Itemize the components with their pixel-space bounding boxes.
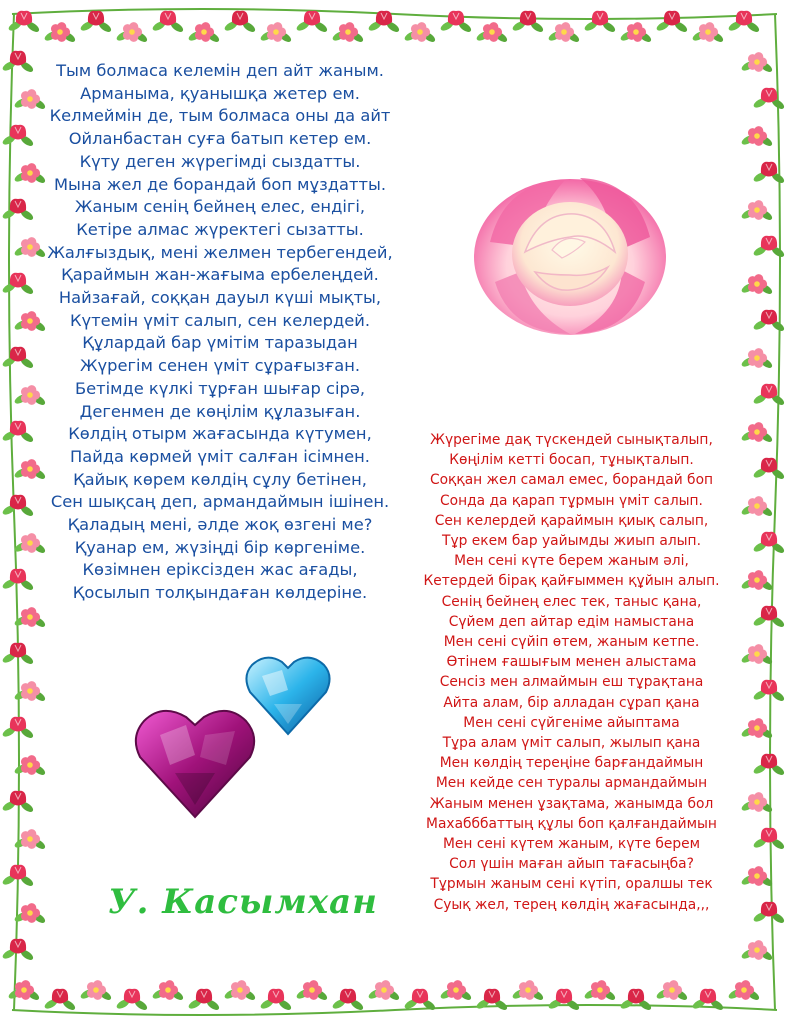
flower-icon (619, 22, 653, 44)
flower-icon (331, 989, 365, 1012)
poem-right-line: Айта алам, бір алладан сұрап қана (443, 694, 700, 711)
poem-right-line: Сенің бейнең елес тек, таныс қана, (441, 593, 702, 610)
flower-icon (295, 11, 329, 34)
poem-right (404, 430, 739, 915)
author-signature: У. Касымхан (108, 882, 378, 922)
flower-icon (403, 22, 437, 44)
flower-icon (740, 866, 774, 888)
flower-icon (1, 939, 35, 962)
poem-left-line: Ойланбастан суға батып кетер ем. (68, 129, 372, 149)
flower-icon (7, 980, 41, 1002)
flower-icon (547, 22, 581, 44)
flower-icon (367, 11, 401, 34)
flower-icon (752, 88, 786, 111)
flower-icon (475, 22, 509, 44)
poem-right-line: Сен келердей қараймын қиық салып, (434, 512, 709, 529)
poem-left-line: Жаным сенің бейнең елес, ендігі, (74, 197, 366, 217)
flower-icon (43, 22, 77, 44)
flower-icon (752, 606, 786, 629)
flower-icon (740, 422, 774, 444)
flower-icon (259, 22, 293, 44)
poem-right-line: Сүйем деп айтар едім намыстана (448, 613, 695, 630)
flower-icon (1, 643, 35, 666)
poem-right-line: Мен сені күте берем жаным әлі, (454, 553, 689, 570)
flower-icon (740, 644, 774, 666)
flower-icon (727, 980, 761, 1002)
poem-left-line: Мына жел де борандай боп мұздатты. (54, 174, 386, 194)
poem-left-line: Қайық көрем көлдің сұлу бетінен, (73, 469, 367, 489)
blue-heart-icon (242, 648, 334, 740)
flower-icon (151, 980, 185, 1002)
flower-icon (752, 384, 786, 407)
flower-icon (13, 755, 47, 777)
flower-icon (655, 11, 689, 34)
poem-left-line: Жүрегім сенен үміт сұрағызған. (79, 356, 361, 376)
flower-icon (79, 11, 113, 34)
flower-icon (752, 162, 786, 185)
flower-icon (13, 829, 47, 851)
poem-right-line: Тұра алам үміт салып, жылып қана (442, 735, 701, 752)
poem-left-line: Құлардай бар үмітім таразыдан (82, 333, 358, 353)
poem-left-line: Пайда көрмей үміт салған ісімнен. (69, 446, 370, 466)
flower-icon (619, 989, 653, 1012)
flower-icon (691, 989, 725, 1012)
flower-icon (13, 681, 47, 703)
poem-left-line: Қосылып толқындаған көлдеріне. (72, 583, 368, 603)
poem-left-line: Келмеймін де, тым болмаса оны да айт (49, 106, 391, 126)
flower-icon (740, 570, 774, 592)
poem-left-line: Қуанар ем, жүзіңді бір көргеніме. (74, 537, 366, 557)
poem-left-line: Найзағай, соққан дауыл күші мықты, (58, 288, 382, 308)
poem-right-line: Жүрегіме дақ түскендей сынықталып, (430, 432, 713, 448)
poem-right-line: Мен сені сүйіп өтем, жаным кетпе. (443, 634, 700, 651)
flower-icon (740, 718, 774, 740)
flower-icon (7, 11, 41, 34)
flower-icon (547, 989, 581, 1012)
flower-icon (740, 792, 774, 814)
poem-left-line: Кетіре алмас жүректегі сызатты. (76, 219, 364, 239)
flower-icon (727, 11, 761, 34)
poem-left (30, 60, 410, 605)
poem-left-line: Қаладың мені, әлде жоқ өзгені ме? (67, 515, 373, 535)
flower-icon (475, 989, 509, 1012)
poem-right-line: Мен көлдің тереңіне барғандаймын (439, 755, 704, 772)
flower-icon (223, 11, 257, 34)
flower-icon (752, 828, 786, 851)
flower-icon (740, 496, 774, 518)
flower-icon (511, 980, 545, 1002)
flower-icon (691, 22, 725, 44)
flower-icon (752, 902, 786, 925)
poem-left-line: Тым болмаса келемін деп айт жаным. (56, 61, 384, 80)
flower-icon (752, 236, 786, 259)
flower-icon (1, 717, 35, 740)
poem-left-line: Күту деген жүрегімді сыздатты. (79, 151, 361, 171)
flower-icon (740, 274, 774, 296)
poem-right-line: Сонда да қарап тұрмын үміт салып. (440, 492, 703, 509)
poem-left-line: Арманыма, қуанышқа жетер ем. (80, 83, 360, 103)
flower-icon (583, 11, 617, 34)
flower-icon (740, 52, 774, 74)
flower-icon (43, 989, 77, 1012)
poem-right-line: Тұрмын жаным сені күтіп, оралшы тек (430, 876, 713, 893)
poem-right-line: Жаным менен ұзақтама, жанымда бол (429, 795, 714, 812)
flower-icon (295, 980, 329, 1002)
poem-left-line: Дегенмен де көңілім құлазыған. (79, 401, 361, 421)
poem-right-line: Сол үшін маған айып тағасыңба? (449, 856, 694, 873)
flower-icon (331, 22, 365, 44)
flower-icon (752, 310, 786, 333)
flower-icon (13, 607, 47, 629)
rose-image (470, 162, 670, 342)
flower-icon (439, 11, 473, 34)
flower-icon (403, 989, 437, 1012)
flower-icon (752, 458, 786, 481)
flower-icon (115, 22, 149, 44)
poem-left-line: Қараймын жан-жағыма ербелеңдей. (61, 265, 379, 285)
poem-right-line: Мен сені сүйгеніме айыптама (463, 714, 680, 731)
poem-left-line: Көлдің отырм жағасында күтумен, (68, 424, 372, 444)
poem-right-line: Кетердей бірақ қайғыммен құйын алып. (423, 573, 720, 590)
poem-left-line: Жалғыздық, мені желмен тербегендей, (47, 242, 393, 262)
poem-left-line: Көзімнен еріксізден жас ағады, (82, 560, 358, 580)
flower-icon (439, 980, 473, 1002)
flower-icon (511, 11, 545, 34)
flower-icon (151, 11, 185, 34)
flower-icon (740, 348, 774, 370)
flower-icon (752, 754, 786, 777)
flower-icon (187, 22, 221, 44)
flower-icon (115, 989, 149, 1012)
poem-right-line: Тұр екем бар уайымды жиып алып. (442, 533, 701, 550)
flower-icon (187, 989, 221, 1012)
poem-right-line: Мен сені күтем жаным, күте берем (443, 836, 700, 853)
poem-left-line: Сен шықсаң деп, армандаймын ішінен. (50, 492, 390, 512)
poem-right-line: Махабббаттың құлы боп қалғандаймын (426, 815, 717, 832)
flower-icon (1, 791, 35, 814)
flower-icon (259, 989, 293, 1012)
flower-icon (367, 980, 401, 1002)
flower-icon (223, 980, 257, 1002)
poem-right-line: Сенсіз мен алмаймын еш тұрақтана (439, 674, 704, 691)
flower-icon (583, 980, 617, 1002)
flower-icon (752, 680, 786, 703)
poem-right-line: Соққан жел самал емес, борандай боп (429, 472, 714, 489)
flower-icon (13, 903, 47, 925)
flower-icon (740, 200, 774, 222)
flower-icon (1, 865, 35, 888)
poem-right-line: Суық жел, терең көлдің жағасында,,, (433, 896, 710, 913)
flower-icon (655, 980, 689, 1002)
poem-left-line: Күтемін үміт салып, сен келердей. (69, 310, 371, 330)
poem-right-line: Көңілім кетті босап, тұнықталып. (449, 452, 694, 469)
flower-icon (79, 980, 113, 1002)
poem-left-line: Бетімде күлкі тұрған шығар сірә, (74, 378, 366, 398)
purple-heart-icon (130, 695, 260, 825)
flower-icon (740, 940, 774, 962)
flower-icon (752, 532, 786, 555)
poem-right-line: Мен кейде сен туралы армандаймын (435, 775, 708, 792)
poem-right-line: Өтінем ғашығым менен алыстама (446, 654, 697, 671)
flower-icon (740, 126, 774, 148)
